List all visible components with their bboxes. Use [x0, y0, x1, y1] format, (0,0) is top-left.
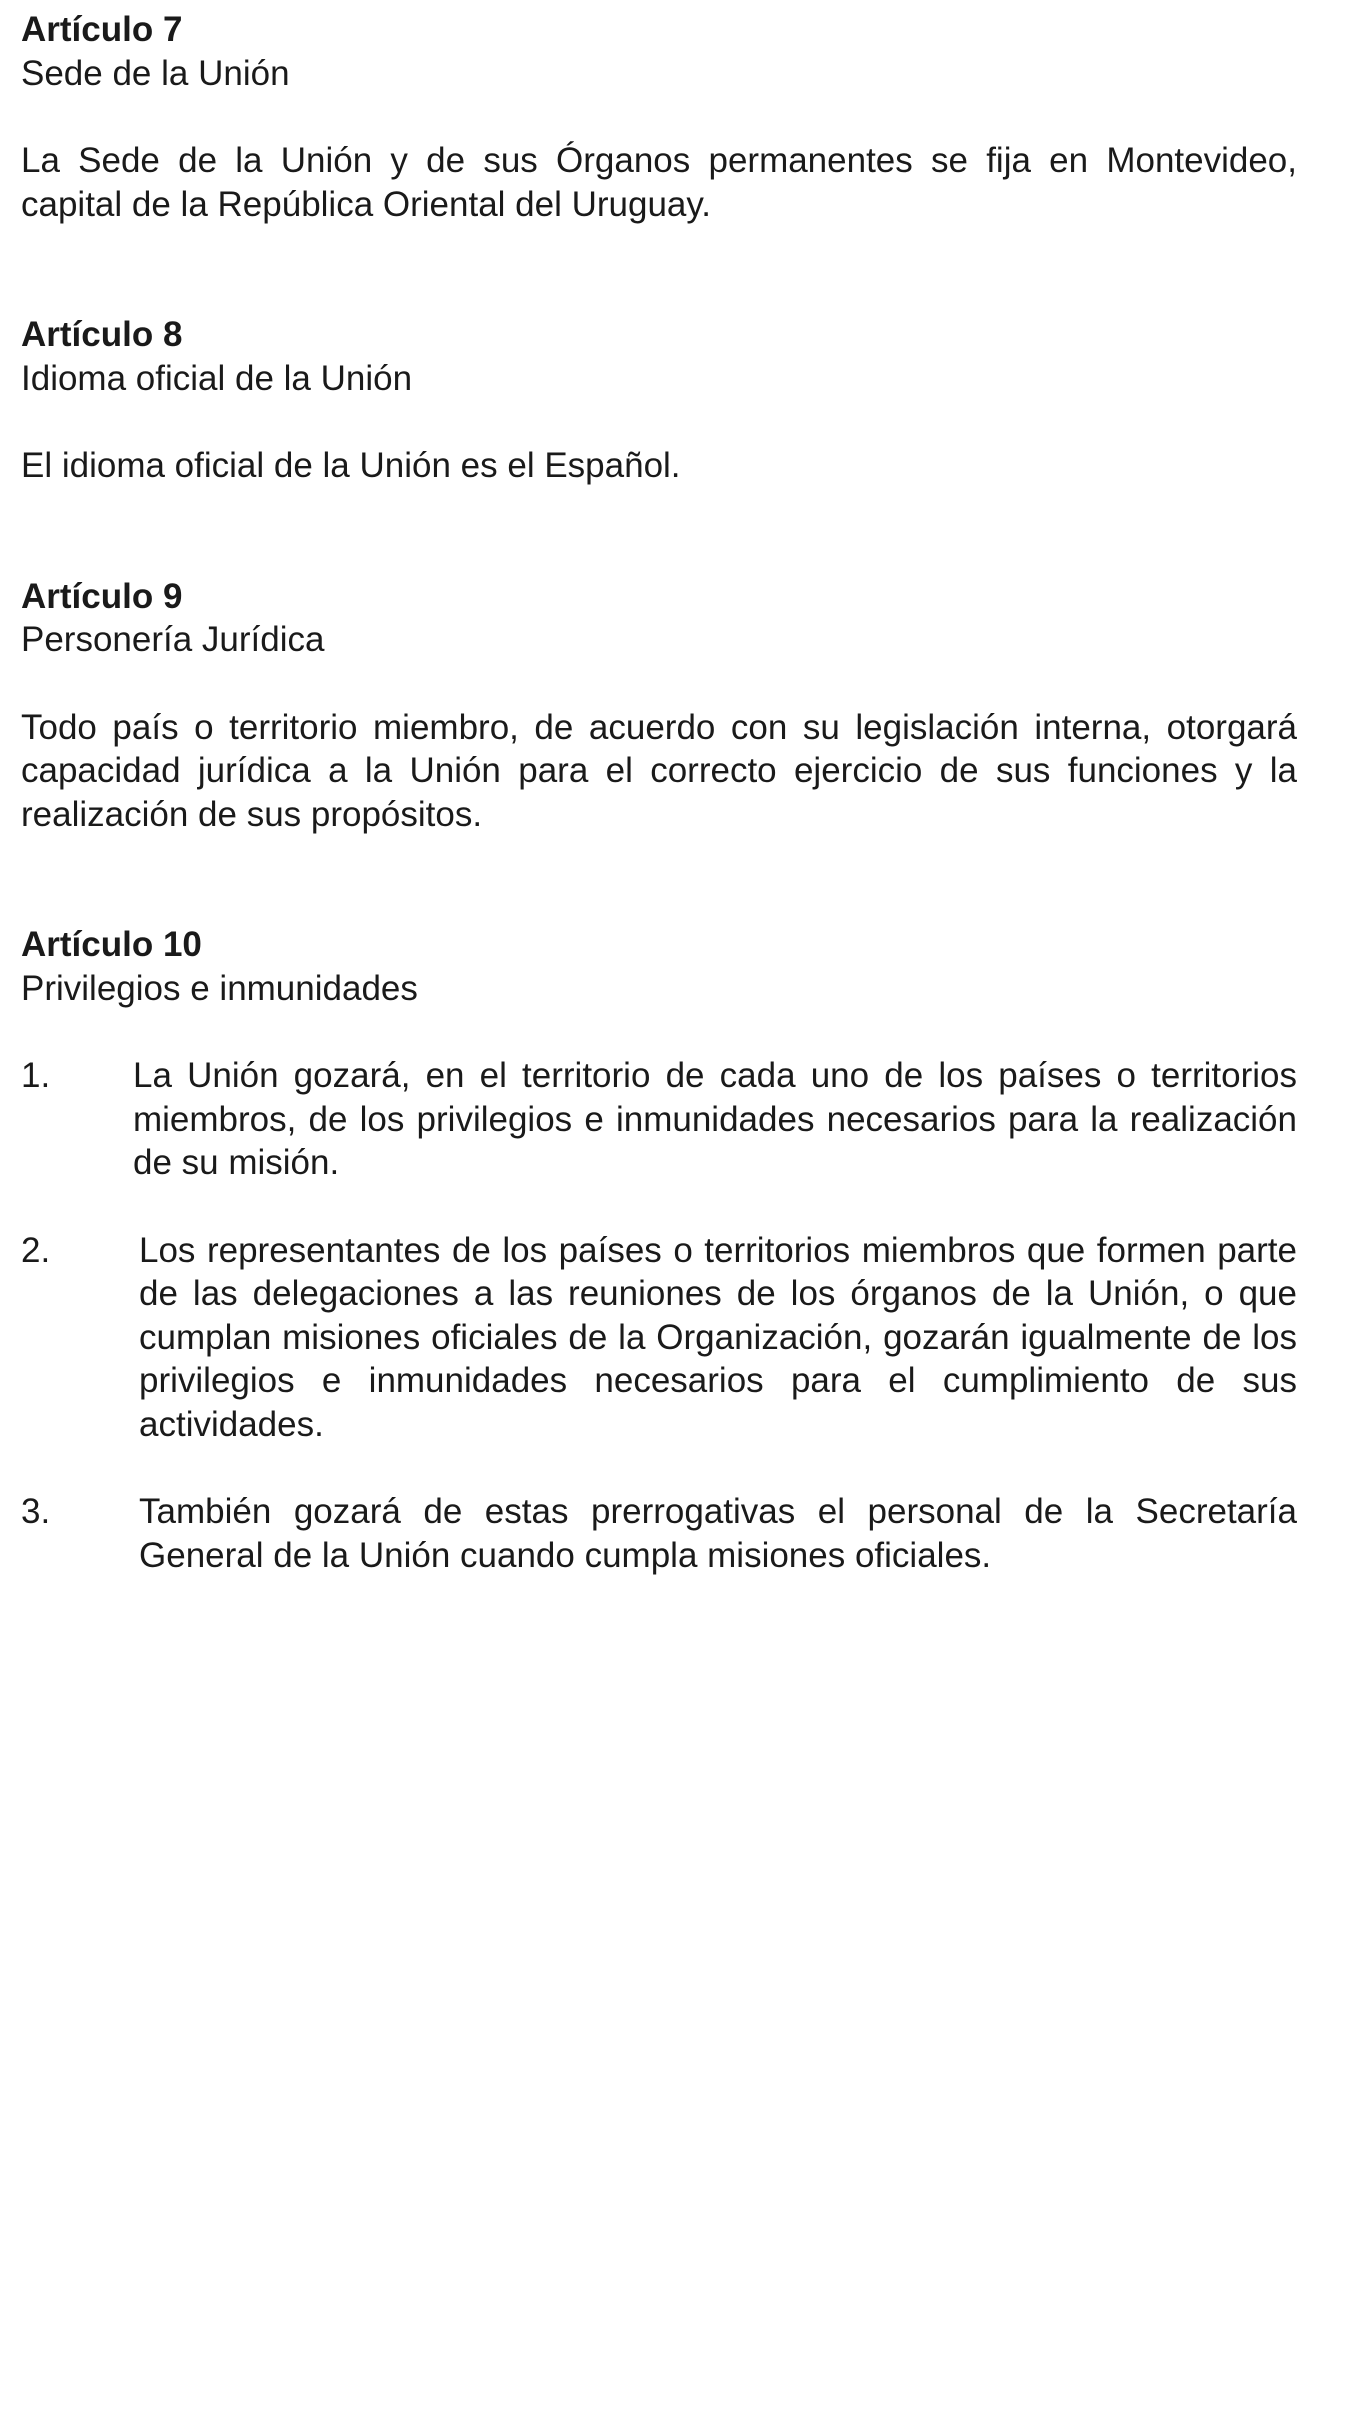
article-subtitle: Idioma oficial de la Unión	[21, 358, 413, 398]
article-number: Artículo 8	[21, 315, 183, 354]
article-8	[21, 313, 1297, 488]
article-body: La Sede de la Unión y de sus Órganos permanentes se fija en Montevideo, capital de la República Oriental del Uruguay.	[21, 141, 1297, 224]
article-number: Artículo 10	[21, 925, 202, 964]
list-item-number: 2.	[21, 1230, 51, 1270]
list-item	[21, 1054, 1297, 1185]
article-number: Artículo 7	[21, 10, 183, 49]
article-body: Todo país o territorio miembro, de acuerdo con su legislación interna, otorgará capacidad jurídica a la Unión para el correcto ejercicio de sus funciones y la realización de sus propósitos.	[21, 707, 1297, 834]
article-subtitle: Sede de la Unión	[21, 53, 290, 93]
article-number: Artículo 9	[21, 576, 183, 616]
list-item-text: La Unión gozará, en el territorio de cada uno de los países o territorios miembros, de los privilegios e inmunidades necesarios para la realización de su misión.	[133, 1056, 1297, 1182]
list-item	[21, 1229, 1297, 1447]
list-item-text: Los representantes de los países o territorios miembros que formen parte de las delegaciones a las reuniones de los órganos de la Unión, o que cumplan misiones oficiales de la Organización, gozarán igualmente de los privilegios e inmunidades necesarios para el cumplimiento de sus actividades.	[139, 1230, 1297, 1444]
article-9	[21, 575, 1297, 837]
list-item	[21, 1490, 1297, 1577]
document-page	[21, 8, 1297, 1577]
list-item-number: 3.	[21, 1492, 51, 1531]
article-body: El idioma oficial de la Unión es el Español.	[21, 446, 681, 485]
list-item-number: 1.	[21, 1056, 51, 1095]
article-subtitle: Personería Jurídica	[21, 620, 325, 659]
article-10	[21, 923, 1297, 1577]
list-item-text: También gozará de estas prerrogativas el personal de la Secretaría General de la Unión cuando cumpla misiones oficiales.	[139, 1492, 1297, 1575]
article-subtitle: Privilegios e inmunidades	[21, 968, 418, 1008]
article-7	[21, 8, 1297, 226]
